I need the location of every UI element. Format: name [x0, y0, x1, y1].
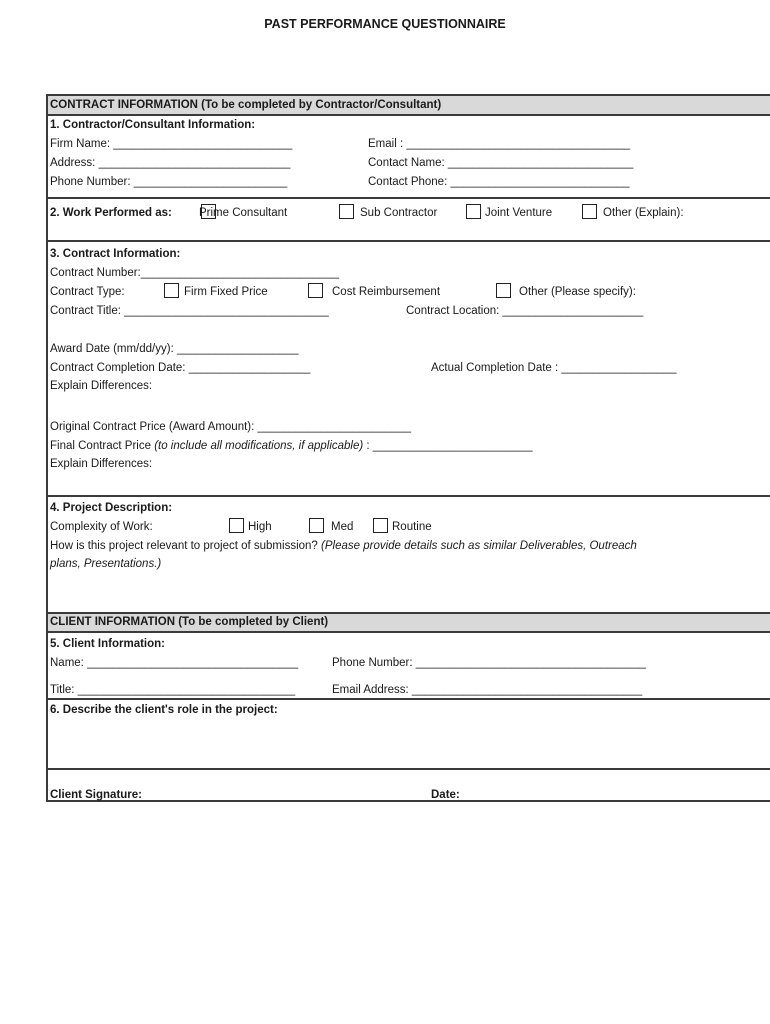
final-contract-price-field[interactable]: [50, 439, 533, 453]
client-information-header: CLIENT INFORMATION (To be completed by Client): [48, 614, 770, 633]
original-contract-price-field[interactable]: Original Contract Price (Award Amount): ________________________: [50, 421, 412, 433]
explain-differences-label: Explain Differences:: [50, 380, 153, 392]
email-field[interactable]: Email : ___________________________________: [368, 138, 631, 150]
questionnaire-form: [46, 94, 770, 802]
final-price-blank: : _________________________: [366, 440, 533, 452]
relevance-note: (Please provide details such as similar Deliverables, Outreach: [321, 540, 637, 552]
prime-consultant-label: Prime Consultant: [199, 207, 288, 219]
section-4-heading: 4. Project Description:: [50, 502, 173, 514]
joint-venture-checkbox[interactable]: [466, 204, 481, 219]
actual-completion-date-field[interactable]: Actual Completion Date : __________________: [431, 362, 677, 374]
contract-title-field[interactable]: Contract Title: ________________________________: [50, 305, 329, 317]
complexity-high-label: High: [248, 521, 272, 533]
contract-number-field[interactable]: Contract Number:_______________________________: [50, 267, 340, 279]
divider: [48, 197, 770, 199]
contact-phone-field[interactable]: Contact Phone: ____________________________: [368, 176, 630, 188]
divider: [48, 768, 770, 770]
final-price-label: Final Contract Price: [50, 440, 151, 452]
other-specify-checkbox[interactable]: [496, 283, 511, 298]
explain-differences-label: Explain Differences:: [50, 458, 153, 470]
final-price-note: (to include all modifications, if applicable): [154, 440, 364, 452]
complexity-routine-label: Routine: [392, 521, 432, 533]
firm-fixed-price-label: Firm Fixed Price: [184, 286, 268, 298]
divider: [48, 698, 770, 700]
complexity-med-checkbox[interactable]: [309, 518, 324, 533]
award-date-field[interactable]: Award Date (mm/dd/yy): ___________________: [50, 343, 299, 355]
client-email-field[interactable]: Email Address: ____________________________________: [332, 684, 643, 696]
contract-information-header: CONTRACT INFORMATION (To be completed by Contractor/Consultant): [48, 96, 770, 116]
project-relevance-question: [50, 539, 637, 553]
contact-name-field[interactable]: Contact Name: _____________________________: [368, 157, 634, 169]
client-title-field[interactable]: Title: __________________________________: [50, 684, 296, 696]
cost-reimbursement-label: Cost Reimbursement: [332, 286, 441, 298]
other-explain-checkbox[interactable]: [582, 204, 597, 219]
client-name-field[interactable]: Name: _________________________________: [50, 657, 299, 669]
relevance-note-continued: plans, Presentations.): [50, 558, 162, 570]
firm-name-field[interactable]: Firm Name: ____________________________: [50, 138, 293, 150]
divider: [48, 240, 770, 242]
firm-fixed-price-checkbox[interactable]: [164, 283, 179, 298]
sub-contractor-checkbox[interactable]: [339, 204, 354, 219]
joint-venture-label: Joint Venture: [485, 207, 553, 219]
section-2-heading: 2. Work Performed as:: [50, 207, 172, 219]
phone-number-field[interactable]: Phone Number: ________________________: [50, 176, 288, 188]
section-3-heading: 3. Contract Information:: [50, 248, 181, 260]
section-1-heading: 1. Contractor/Consultant Information:: [50, 119, 256, 131]
complexity-routine-checkbox[interactable]: [373, 518, 388, 533]
client-signature-field[interactable]: Client Signature:: [50, 789, 143, 801]
address-field[interactable]: Address: ______________________________: [50, 157, 291, 169]
complexity-of-work-label: Complexity of Work:: [50, 521, 153, 533]
contract-completion-date-field[interactable]: Contract Completion Date: ___________________: [50, 362, 311, 374]
section-6-heading[interactable]: 6. Describe the client's role in the project:: [50, 704, 278, 716]
divider: [48, 495, 770, 497]
client-phone-field[interactable]: Phone Number: ____________________________________: [332, 657, 646, 669]
other-specify-label: Other (Please specify):: [519, 286, 636, 298]
sub-contractor-label: Sub Contractor: [360, 207, 438, 219]
page-title: PAST PERFORMANCE QUESTIONNAIRE: [264, 17, 506, 31]
section-5-heading: 5. Client Information:: [50, 638, 165, 650]
other-explain-label: Other (Explain):: [603, 207, 684, 219]
complexity-med-label: Med: [331, 521, 354, 533]
contract-location-field[interactable]: Contract Location: ______________________: [406, 305, 644, 317]
signature-date-field[interactable]: Date:: [431, 789, 460, 801]
contract-type-label: Contract Type:: [50, 286, 125, 298]
relevance-question-text: How is this project relevant to project of submission?: [50, 540, 318, 552]
cost-reimbursement-checkbox[interactable]: [308, 283, 323, 298]
complexity-high-checkbox[interactable]: [229, 518, 244, 533]
